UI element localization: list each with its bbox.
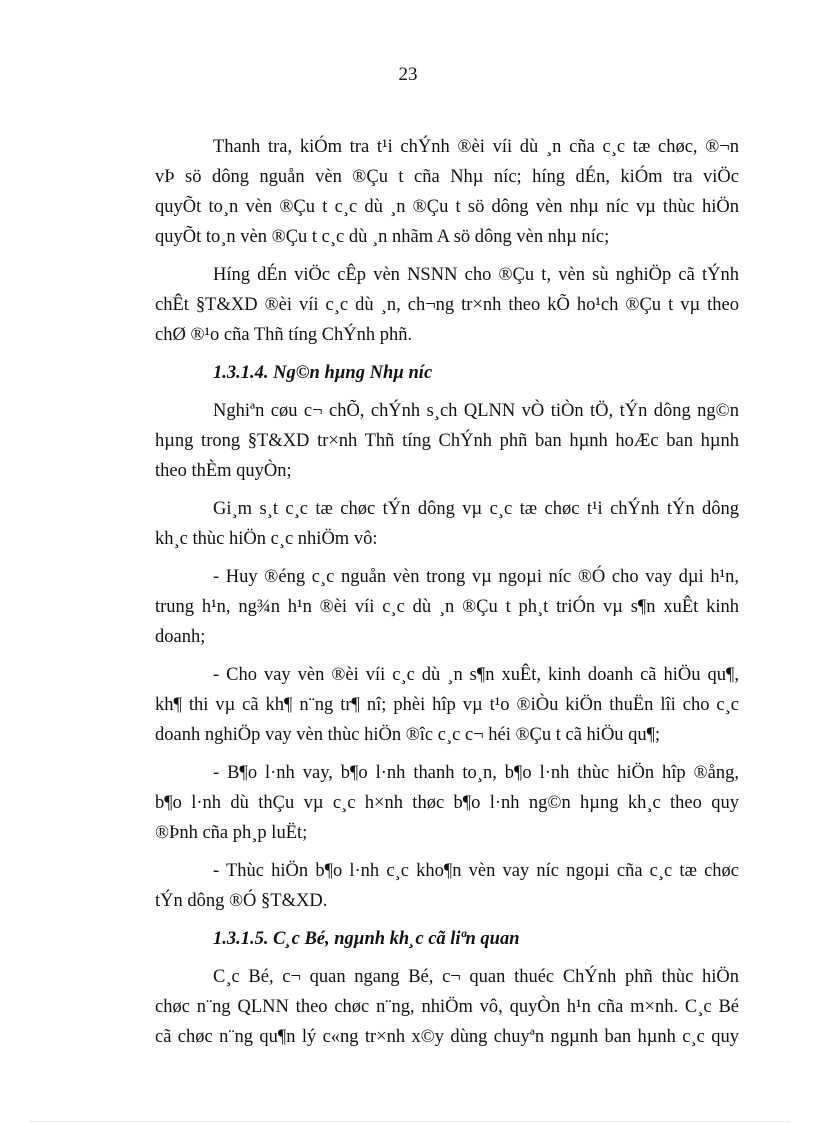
text-line: chÊt §T&XD ®èi víi c¸c dù ¸n, ch¬ng tr×nh theo kÕ ho¹ch ®Çu t vµ theo — [155, 295, 739, 315]
paragraph — [155, 494, 739, 554]
text-line: kh¸c thùc hiÖn c¸c nhiÖm vô: — [155, 529, 378, 549]
text-line: Híng dÉn viÖc cÊp vèn NSNN cho ®Çu t, vèn sù nghiÖp cã tÝnh — [213, 265, 739, 285]
text-line: Gi¸m s¸t c¸c tæ chøc tÝn dông vµ c¸c tæ chøc t¹i chÝnh tÝn dông — [213, 499, 739, 519]
paragraph — [155, 132, 739, 252]
text-line: Thanh tra, kiÓm tra t¹i chÝnh ®èi víi dù ¸n cña c¸c tæ chøc, ®¬n — [213, 137, 739, 157]
text-line: doanh nghiÖp vay vèn thùc hiÖn ®îc c¸c c¬ héi ®Çu t cã hiÖu qu¶; — [155, 725, 661, 745]
paragraph — [155, 856, 739, 916]
text-line: b¶o l·nh dù thÇu vµ c¸c h×nh thøc b¶o l·nh ng©n hµng kh¸c theo quy — [155, 793, 739, 813]
text-line: tÝn dông ®Ó §T&XD. — [155, 891, 328, 911]
text-line: - Thùc hiÖn b¶o l·nh c¸c kho¶n vèn vay níc ngoµi cña c¸c tæ chøc — [213, 861, 739, 881]
text-line: theo thÈm quyÒn; — [155, 461, 292, 481]
text-line: trung h¹n, ng¾n h¹n ®èi víi c¸c dù ¸n ®Çu t ph¸t triÓn vµ s¶n xuÊt kinh — [155, 597, 739, 617]
paragraph — [155, 260, 739, 350]
text-line: ®Þnh cña ph¸p luËt; — [155, 823, 308, 843]
text-line: - Cho vay vèn ®èi víi c¸c dù ¸n s¶n xuÊt, kinh doanh cã hiÖu qu¶, — [213, 665, 739, 685]
text-line: cã chøc n¨ng qu¶n lý c«ng tr×nh x©y dùng chuyªn ngµnh ban hµnh c¸c quy — [155, 1027, 739, 1047]
text-line: quyÕt to¸n vèn ®Çu t c¸c dù ¸n nhãm A sö dông vèn nhµ níc; — [155, 227, 610, 247]
text-line: chøc n¨ng QLNN theo chøc n¨ng, nhiÖm vô, quyÒn h¹n cña m×nh. C¸c Bé — [155, 997, 739, 1017]
paragraph — [155, 562, 739, 652]
page-bottom-divider — [30, 1121, 790, 1122]
paragraph — [155, 396, 739, 486]
text-line: Nghiªn cøu c¬ chÕ, chÝnh s¸ch QLNN vÒ tiÒn tÖ, tÝn dông ng©n — [213, 401, 739, 421]
text-line: chØ ®¹o cña Thñ tíng ChÝnh phñ. — [155, 325, 413, 345]
text-line: - Huy ®éng c¸c nguån vèn trong vµ ngoµi níc ®Ó cho vay dµi h¹n, — [213, 567, 739, 587]
text-line: hµng trong §T&XD tr×nh Thñ tíng ChÝnh phñ ban hµnh hoÆc ban hµnh — [155, 431, 739, 451]
section-heading: 1.3.1.4. Ng©n hµng Nhµ níc — [213, 363, 433, 383]
text-line: - B¶o l·nh vay, b¶o l·nh thanh to¸n, b¶o l·nh thùc hiÖn hîp ®ång, — [213, 763, 739, 783]
text-line: doanh; — [155, 627, 206, 647]
paragraph — [155, 758, 739, 848]
text-line: kh¶ thi vµ cã kh¶ n¨ng tr¶ nî; phèi hîp vµ t¹o ®iÒu kiÖn thuËn lîi cho c¸c — [155, 695, 739, 715]
section-heading: 1.3.1.5. C¸c Bé, ngµnh kh¸c cã liªn quan — [213, 929, 520, 949]
paragraph — [155, 660, 739, 750]
page-number: 23 — [398, 64, 418, 85]
text-line: quyÕt to¸n vèn ®Çu t c¸c dù ¸n ®Çu t sö dông vèn nhµ níc vµ thùc hiÖn — [155, 197, 739, 217]
text-line: C¸c Bé, c¬ quan ngang Bé, c¬ quan thuéc ChÝnh phñ thùc hiÖn — [213, 967, 739, 987]
text-line: vÞ sö dông nguån vèn ®Çu t cña Nhµ níc; híng dÉn, kiÓm tra viÖc — [155, 167, 739, 187]
document-body — [155, 132, 739, 1060]
paragraph — [155, 962, 739, 1052]
